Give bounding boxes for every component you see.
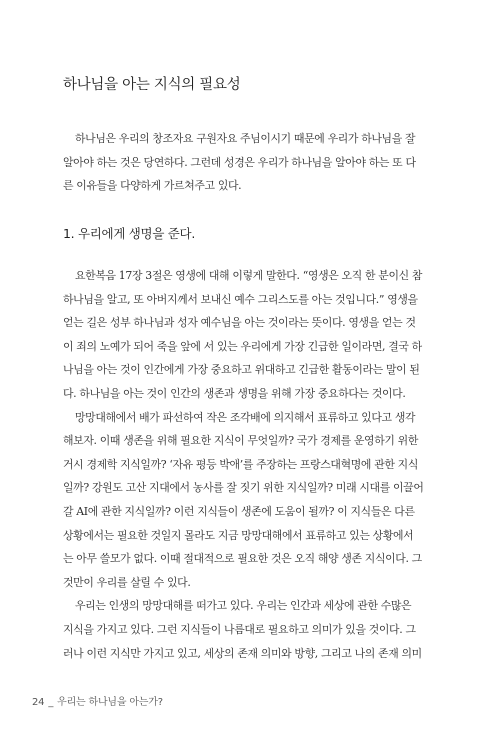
text-line: 갈 AI에 관한 지식일까? 이런 지식들이 생존에 도움이 될까? 이 지식들은 다른 xyxy=(63,504,415,518)
page-number: 24 xyxy=(32,697,45,708)
section-title: 하나님을 아는 지식의 필요성 xyxy=(63,77,241,93)
text-line: 다. 하나님을 아는 것이 인간의 생존과 생명을 위해 가장 중요하다는 것이다. xyxy=(63,386,406,400)
text-line: 얻는 길은 성부 하나님과 성자 예수님을 아는 것이라는 뜻이다. 영생을 얻는 것 xyxy=(63,316,416,330)
text-line: 이 죄의 노예가 되어 죽을 앞에 서 있는 우리에게 가장 긴급한 일이라면, 결국 하 xyxy=(63,339,422,353)
text-line: 는 아무 쓸모가 없다. 이때 절대적으로 필요한 것은 오직 해양 생존 지식이다. 그 xyxy=(63,552,422,566)
text-line: 요한복음 17장 3절은 영생에 대해 이렇게 말한다. “영생은 오직 한 분이신 참 xyxy=(75,269,423,282)
text-line: 알아야 하는 것은 당연하다. 그런데 성경은 우리가 하나님을 알아야 하는 또 다 xyxy=(63,155,416,169)
text-line: 하나님을 알고, 또 아버지께서 보내신 예수 그리스도를 아는 것입니다.” 영생을 xyxy=(63,292,418,306)
text-line: 일까? 강원도 고산 지대에서 농사를 잘 짓기 위한 지식일까? 미래 시대를 이끌어 xyxy=(63,481,424,495)
text-line: 지식을 가지고 있다. 그런 지식들이 나름대로 필요하고 의미가 있을 것이다. 그 xyxy=(63,622,416,636)
text-line: 것만이 우리를 살릴 수 있다. xyxy=(63,575,191,589)
text-line: 러나 이런 지식만 가지고 있고, 세상의 존재 의미와 방향, 그리고 나의 존재 의미 xyxy=(63,646,422,660)
text-line: 나님을 아는 것이 인간에게 가장 중요하고 위대하고 긴급한 활동이라는 말이 된 xyxy=(63,363,420,377)
text-line: 하나님은 우리의 창조자요 구원자요 주님이시기 때문에 우리가 하나님을 잘 xyxy=(75,132,416,145)
text-line: 해보자. 이때 생존을 위해 필요한 지식이 무엇일까? 국가 경제를 운영하기 위한 xyxy=(63,434,419,448)
intro-paragraph xyxy=(63,127,443,198)
subheading: 1. 우리에게 생명을 준다. xyxy=(63,226,195,241)
footer-separator: _ xyxy=(48,697,54,708)
text-line: 망망대해에서 배가 파선하여 작은 조각배에 의지해서 표류하고 있다고 생각 xyxy=(75,410,416,424)
text-line: 른 이유들을 다양하게 가르쳐주고 있다. xyxy=(63,179,242,193)
body-text xyxy=(63,264,443,665)
text-line: 우리는 인생의 망망대해를 떠가고 있다. 우리는 인간과 세상에 관한 수많은 xyxy=(75,599,412,613)
text-line: 거시 경제학 지식일까? ‘자유 평등 박애’를 주장하는 프랑스대혁명에 관한 지식 xyxy=(63,457,419,471)
text-line: 상황에서는 필요한 것일지 몰라도 지금 망망대해에서 표류하고 있는 상황에서 xyxy=(63,528,414,542)
page-footer xyxy=(32,693,163,708)
book-title: 우리는 하나님을 아는가? xyxy=(57,697,163,708)
